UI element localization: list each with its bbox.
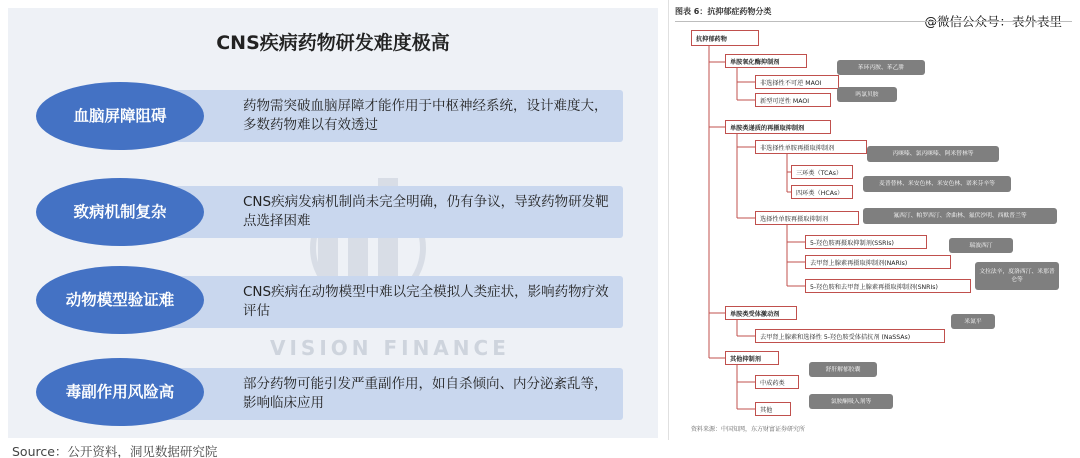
row-2-label: 致病机制复杂 [36,178,204,246]
group-1-child-2-tag: 吗氯贝胺 [837,87,897,102]
tree-root: 抗抑郁药物 [691,30,759,46]
wechat-watermark: @微信公众号：表外表里 [924,14,1062,29]
watermark-text: VISION FINANCE [270,336,510,360]
cns-difficulty-panel [8,8,658,438]
group-1-child-1: 非选择性不可逆 MAOI [755,75,839,89]
group-1: 单胺氧化酶抑制剂 [725,54,807,68]
row-1-bar [158,90,623,142]
group-2-child-2-sub-2-tag: 文拉法辛，度洛西汀、米那普仑等 [975,262,1059,290]
group-2-child-1-tag: 丙咪嗪、氯丙咪嗪、阿米替林等 [867,146,999,162]
group-2-child-1-sub-2: 四环类（HCAs） [791,185,853,199]
group-4-child-2: 其他 [755,402,791,416]
row-4-bar [158,368,623,420]
row-4-text: 部分药物可能引发严重副作用，如自杀倾向、内分泌紊乱等，影响临床应用 [243,376,608,411]
group-1-child-1-tag: 苯环丙胺、苯乙肼 [837,60,925,75]
group-2-child-1-sub-1: 三环类（TCAs） [791,165,853,179]
source-note: Source：公开资料，洞见数据研究院 [12,444,218,458]
group-2-child-1: 非选择性单胺再摄取抑制剂 [755,140,867,154]
row-1-text: 药物需突破血脑屏障才能作用于中枢神经系统，设计难度大，多数药物难以有效透过 [243,98,608,133]
figure-footer: 资料来源：中国知网，东方财富证券研究所 [691,426,806,433]
group-2-child-2-sub-3: 5-羟色胺和去甲肾上腺素再摄取抑制剂(SNRIs) [805,279,971,293]
group-2: 单胺类递质的再摄取抑制剂 [725,120,831,134]
row-4-label: 毒副作用风险高 [36,358,204,426]
group-2-child-2-sub-1: 5-羟色胺再摄取抑制剂(SSRIs) [805,235,927,249]
row-3-label: 动物模型验证难 [36,266,204,334]
row-2-bar [158,186,623,238]
group-2-child-2-sub-1-tag: 瑞波西汀 [949,238,1013,253]
group-2-child-2: 选择性单胺再摄取抑制剂 [755,211,859,225]
group-4-child-2-tag: 氯胺酮吸入剂等 [809,394,893,409]
group-3: 单胺类受体激动剂 [725,306,797,320]
group-4: 其他抑制剂 [725,351,779,365]
figure-title: 图表 6：抗抑郁症药物分类 [675,7,772,16]
row-2-text: CNS疾病发病机制尚未完全明确，仍有争议，导致药物研发靶点选择困难 [243,194,609,229]
group-1-child-2: 新型可逆性 MAOI [755,93,831,107]
antidepressant-tree-figure [668,0,1080,440]
group-2-child-2-sub-2: 去甲肾上腺素再摄取抑制剂(NARIs) [805,255,951,269]
group-3-child-1: 去甲肾上腺素和选择性 5-羟色胺受体拮抗剂 (NaSSAs) [755,329,945,343]
group-2-child-1-sub-2-tag: 麦普替林、米安色林、米安色林、诺米芬辛等 [863,176,1011,192]
group-3-child-1-tag: 米氮平 [951,314,995,329]
panel-title: CNS疾病药物研发难度极高 [216,32,450,54]
row-3-bar [158,276,623,328]
group-4-child-1-tag: 舒肝解郁胶囊 [809,362,877,377]
row-3-text: CNS疾病在动物模型中难以完全模拟人类症状，影响药物疗效评估 [243,284,609,319]
group-2-child-2-tag: 氟西汀、帕罗西汀、舍曲林、氟伏沙明、西酞普兰等 [863,208,1057,224]
row-1-label: 血脑屏障阻碍 [36,82,204,150]
group-4-child-1: 中成药类 [755,375,799,389]
